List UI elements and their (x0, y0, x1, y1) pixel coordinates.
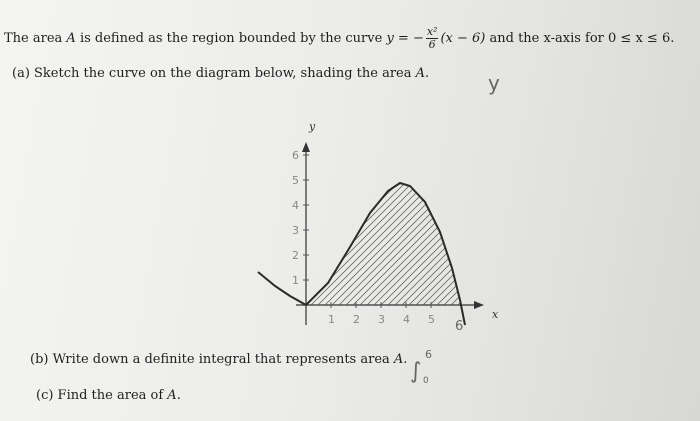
intro-text: The area (4, 31, 67, 46)
x-tick-label: 2 (353, 313, 360, 326)
part-a-text: (a) Sketch the curve on the diagram below, shading the area (12, 66, 416, 81)
hatch-line (625, 160, 700, 320)
hatch-line (590, 160, 700, 320)
hatch-line (555, 160, 700, 320)
y-axis-label: y (309, 120, 316, 133)
handwritten-upper-limit: 6 (425, 348, 432, 361)
part-b-text: (b) Write down a definite integral that represents area (30, 352, 394, 367)
hatch-line (569, 160, 700, 320)
hatch-line (681, 160, 700, 320)
part-c-end: . (176, 388, 181, 403)
hatch-line (107, 160, 267, 320)
x-tick-label: 5 (428, 313, 435, 326)
y-tick-label: 6 (292, 149, 299, 162)
hatch-line (177, 160, 337, 320)
hatch-line (443, 160, 603, 320)
hatch-line (163, 160, 323, 320)
hatch-line (492, 160, 652, 320)
hatch-line (576, 160, 700, 320)
hatch-line (646, 160, 700, 320)
hatch-line (457, 160, 617, 320)
y-tick-label: 1 (292, 274, 299, 287)
hatch-line (583, 160, 700, 320)
hatch-line (695, 160, 700, 320)
handwritten-y: y (488, 71, 500, 95)
handwritten-lower-limit: 0 (423, 376, 429, 386)
hatch-line (674, 160, 700, 320)
hatch-line (660, 160, 700, 320)
part-a-end: . (425, 66, 430, 81)
x-axis-arrow-icon (474, 301, 484, 309)
hatch-line (135, 160, 295, 320)
curve-lhs: y = − (386, 31, 424, 46)
x-tick-label: 1 (328, 313, 335, 326)
x-tick-label: 4 (403, 313, 410, 326)
hatch-line (485, 160, 645, 320)
hatch-line (597, 160, 700, 320)
hatch-line (562, 160, 700, 320)
hatch-line (114, 160, 274, 320)
y-tick-label: 5 (292, 174, 299, 187)
hatch-line (422, 160, 582, 320)
hatch-line (541, 160, 700, 320)
hatch-line (100, 160, 260, 320)
hatch-line (478, 160, 638, 320)
hatch-line (128, 160, 288, 320)
area-symbol: A (167, 388, 177, 403)
hatch-line (639, 160, 700, 320)
intro-post-text: and the x-axis for 0 ≤ x ≤ 6. (485, 31, 675, 46)
hatch-line (667, 160, 700, 320)
hatch-line (618, 160, 700, 320)
hatch-line (653, 160, 700, 320)
hatch-line (611, 160, 700, 320)
fraction-numerator: x² (426, 25, 438, 38)
area-symbol: A (393, 352, 404, 367)
hatch-line (506, 160, 666, 320)
hatch-line (464, 160, 624, 320)
hatch-line (142, 160, 302, 320)
hatch-line (121, 160, 281, 320)
hatch-line (632, 160, 700, 320)
curve-rhs: (x − 6) (440, 31, 486, 46)
y-tick-label: 2 (292, 249, 299, 262)
handwritten-x-six: 6 (455, 319, 464, 334)
hatch-line (450, 160, 610, 320)
area-symbol: A (415, 66, 426, 81)
hatch-line (534, 160, 694, 320)
y-axis-arrow-icon (302, 142, 310, 152)
hatch-line (513, 160, 673, 320)
hatch-line (499, 160, 659, 320)
part-b-end: . (403, 352, 408, 367)
y-tick-label: 4 (292, 199, 299, 212)
part-c-text: (c) Find the area of (36, 388, 168, 403)
x-tick-label: 3 (378, 313, 385, 326)
hatch-line (604, 160, 700, 320)
y-tick-label: 3 (292, 224, 299, 237)
hatch-line (149, 160, 309, 320)
hatch-line (520, 160, 680, 320)
fraction-denominator: 6 (428, 38, 436, 51)
hatch-line (527, 160, 687, 320)
intro-mid-text: is defined as the region bounded by the curve (75, 31, 387, 46)
area-symbol: A (66, 31, 76, 46)
x-axis-label: x (492, 308, 499, 321)
hatch-line (429, 160, 589, 320)
hatch-line (548, 160, 700, 320)
hatch-line (471, 160, 631, 320)
hatch-line (688, 160, 700, 320)
handwritten-integral-sign: ∫ (410, 359, 422, 384)
